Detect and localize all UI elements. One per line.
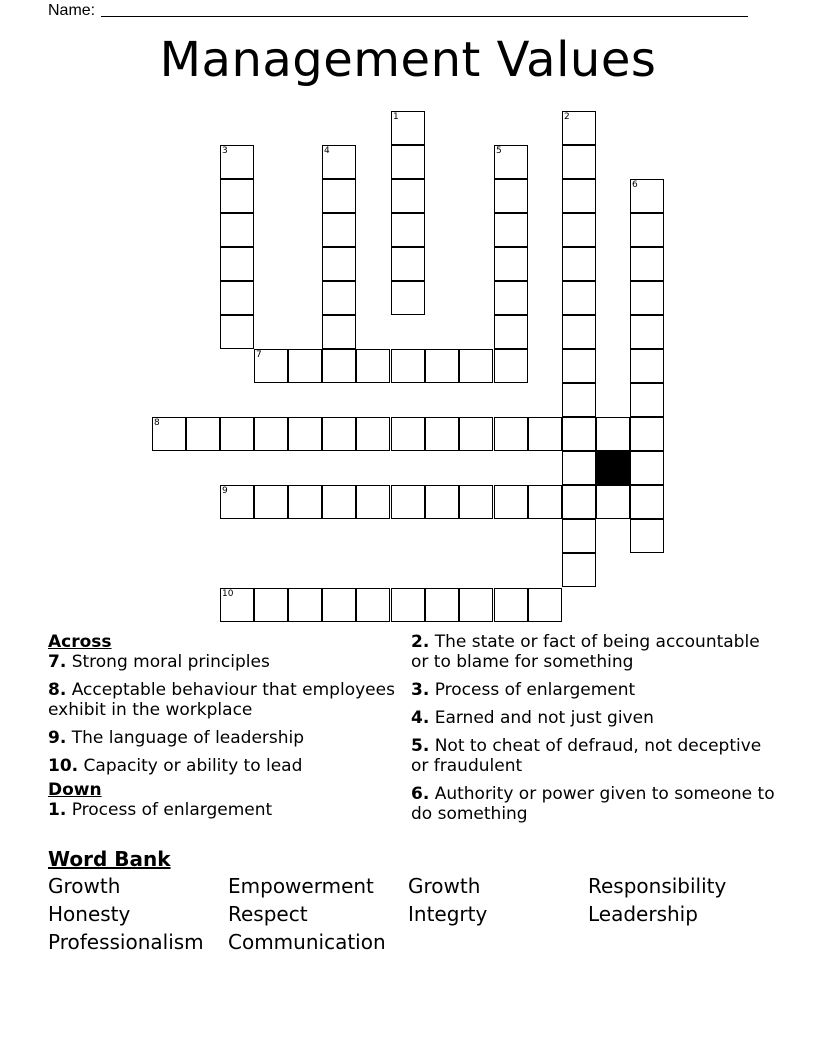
clue-across-7 [48, 652, 398, 672]
crossword-cell[interactable] [322, 281, 356, 315]
crossword-cell[interactable] [425, 349, 459, 383]
crossword-cell[interactable] [630, 315, 664, 349]
cell-number: 7 [256, 350, 262, 360]
crossword-cell[interactable] [391, 485, 425, 519]
crossword-cell[interactable] [562, 349, 596, 383]
word-bank [48, 848, 788, 954]
crossword-cell[interactable] [391, 111, 425, 145]
crossword-cell[interactable] [494, 417, 528, 451]
word-bank-item: Integrty [408, 902, 488, 926]
crossword-cell[interactable] [391, 417, 425, 451]
crossword-cell[interactable] [220, 588, 254, 622]
crossword-cell[interactable] [186, 417, 220, 451]
crossword-cell[interactable] [562, 519, 596, 553]
crossword-cell[interactable] [630, 451, 664, 485]
crossword-cell[interactable] [356, 485, 390, 519]
crossword-cell[interactable] [562, 383, 596, 417]
crossword-cell[interactable] [494, 349, 528, 383]
crossword-cell[interactable] [562, 485, 596, 519]
crossword-cell[interactable] [562, 247, 596, 281]
crossword-cell[interactable] [494, 485, 528, 519]
crossword-cell[interactable] [494, 281, 528, 315]
crossword-cell[interactable] [494, 213, 528, 247]
clue-text: The language of leadership [71, 728, 305, 748]
word-bank-item: Honesty [48, 902, 131, 926]
cell-number: 4 [324, 146, 330, 156]
cell-number: 9 [222, 486, 228, 496]
clue-number: 2. [411, 632, 430, 652]
crossword-cell[interactable] [630, 213, 664, 247]
crossword-cell[interactable] [322, 213, 356, 247]
word-bank-item: Communication [228, 930, 386, 954]
crossword-cell[interactable] [220, 247, 254, 281]
crossword-cell[interactable] [562, 281, 596, 315]
clue-number: 5. [411, 736, 430, 756]
crossword-cell[interactable] [220, 281, 254, 315]
clue-number: 3. [411, 680, 430, 700]
crossword-cell[interactable] [391, 588, 425, 622]
crossword-cell[interactable] [288, 588, 322, 622]
clue-text: The state or fact of being accountable or to blame for something [411, 632, 760, 672]
crossword-cell[interactable] [322, 417, 356, 451]
crossword-cell[interactable] [425, 588, 459, 622]
crossword-cell[interactable] [494, 588, 528, 622]
cell-number: 1 [393, 112, 399, 122]
crossword-cell[interactable] [562, 111, 596, 145]
clue-text: Capacity or ability to lead [83, 756, 303, 776]
crossword-cell[interactable] [322, 349, 356, 383]
crossword-cell[interactable] [528, 588, 562, 622]
crossword-cell[interactable] [356, 349, 390, 383]
crossword-cell[interactable] [391, 213, 425, 247]
crossword-cell[interactable] [630, 383, 664, 417]
word-bank-list [48, 874, 788, 954]
crossword-cell[interactable] [459, 417, 493, 451]
clue-across-9 [48, 728, 398, 748]
cell-number: 8 [154, 418, 160, 428]
crossword-cell[interactable] [254, 417, 288, 451]
crossword-cell[interactable] [630, 519, 664, 553]
crossword-cell[interactable] [562, 179, 596, 213]
crossword-cell[interactable] [152, 417, 186, 451]
clue-number: 9. [48, 728, 67, 748]
clue-number: 10. [48, 756, 79, 776]
crossword-cell[interactable] [322, 179, 356, 213]
clue-number: 4. [411, 708, 430, 728]
crossword-cell[interactable] [322, 247, 356, 281]
page-title: Management Values [159, 32, 657, 88]
crossword-cell[interactable] [220, 213, 254, 247]
clue-text: Acceptable behaviour that employees exhibit in the workplace [48, 680, 395, 720]
clue-text: Strong moral principles [71, 652, 270, 672]
word-bank-heading: Word Bank [48, 847, 171, 871]
cell-number: 10 [222, 589, 234, 599]
word-bank-item: Growth [48, 874, 121, 898]
crossword-cell[interactable] [288, 485, 322, 519]
cell-number: 3 [222, 146, 228, 156]
clue-down-3 [411, 680, 781, 700]
crossword-cell[interactable] [356, 417, 390, 451]
word-bank-item: Professionalism [48, 930, 204, 954]
down-heading: Down [48, 780, 102, 800]
clue-text: Earned and not just given [434, 708, 654, 728]
clue-down-5 [411, 736, 781, 776]
crossword-cell[interactable] [562, 145, 596, 179]
crossword-cell[interactable] [322, 145, 356, 179]
crossword-cell[interactable] [288, 349, 322, 383]
crossword-cell[interactable] [254, 485, 288, 519]
crossword-cell[interactable] [630, 179, 664, 213]
word-bank-item: Respect [228, 902, 308, 926]
word-bank-item: Responsibility [588, 874, 727, 898]
cell-number: 2 [564, 112, 570, 122]
crossword-cell[interactable] [220, 179, 254, 213]
clue-text: Process of enlargement [71, 800, 273, 820]
crossword-cell[interactable] [562, 451, 596, 485]
crossword-cell[interactable] [459, 349, 493, 383]
crossword-cell[interactable] [596, 485, 630, 519]
crossword-cell[interactable] [220, 145, 254, 179]
crossword-cell[interactable] [254, 349, 288, 383]
crossword-cell[interactable] [220, 315, 254, 349]
crossword-cell[interactable] [459, 485, 493, 519]
crossword-cell[interactable] [391, 179, 425, 213]
crossword-cell[interactable] [596, 417, 630, 451]
clue-number: 8. [48, 680, 67, 700]
crossword-cell[interactable] [220, 485, 254, 519]
clue-text: Authority or power given to someone to do something [411, 784, 775, 824]
crossword-cell[interactable] [391, 281, 425, 315]
crossword-cell[interactable] [425, 417, 459, 451]
crossword-cell[interactable] [322, 315, 356, 349]
across-heading: Across [48, 632, 112, 652]
crossword-cell[interactable] [322, 485, 356, 519]
crossword-cell[interactable] [562, 553, 596, 587]
clue-down-6 [411, 784, 781, 824]
word-bank-item: Growth [408, 874, 481, 898]
crossword-cell[interactable] [494, 179, 528, 213]
crossword-cell[interactable] [254, 588, 288, 622]
word-bank-item: Empowerment [228, 874, 374, 898]
clue-text: Process of enlargement [434, 680, 636, 700]
crossword-cell[interactable] [391, 247, 425, 281]
crossword-block-cell [596, 451, 630, 485]
crossword-cell[interactable] [494, 247, 528, 281]
crossword-cell[interactable] [562, 213, 596, 247]
crossword-cell[interactable] [356, 588, 390, 622]
clue-number: 6. [411, 784, 430, 804]
crossword-cell[interactable] [322, 588, 356, 622]
crossword-cell[interactable] [391, 349, 425, 383]
crossword-cell[interactable] [459, 588, 493, 622]
name-label: Name: [48, 2, 96, 19]
cell-number: 5 [496, 146, 502, 156]
clue-down-1 [48, 800, 398, 820]
crossword-cell[interactable] [630, 349, 664, 383]
crossword-cell[interactable] [562, 315, 596, 349]
crossword-cell[interactable] [630, 485, 664, 519]
clue-text: Not to cheat of defraud, not deceptive or fraudulent [411, 736, 762, 776]
clue-down-4 [411, 708, 781, 728]
word-bank-item: Leadership [588, 902, 698, 926]
clue-number: 7. [48, 652, 67, 672]
clue-across-8 [48, 680, 398, 720]
crossword-cell[interactable] [494, 315, 528, 349]
clues-right-column [411, 632, 781, 832]
clue-down-2 [411, 632, 781, 672]
crossword-cell[interactable] [630, 247, 664, 281]
crossword-cell[interactable] [562, 417, 596, 451]
cell-number: 6 [632, 180, 638, 190]
crossword-cell[interactable] [528, 485, 562, 519]
clue-number: 1. [48, 800, 67, 820]
clue-across-10 [48, 756, 398, 776]
crossword-cell[interactable] [494, 145, 528, 179]
crossword-cell[interactable] [528, 417, 562, 451]
crossword-cell[interactable] [288, 417, 322, 451]
crossword-cell[interactable] [630, 417, 664, 451]
crossword-cell[interactable] [630, 281, 664, 315]
crossword-cell[interactable] [220, 417, 254, 451]
crossword-cell[interactable] [391, 145, 425, 179]
crossword-cell[interactable] [425, 485, 459, 519]
clues-left-column [48, 632, 398, 828]
